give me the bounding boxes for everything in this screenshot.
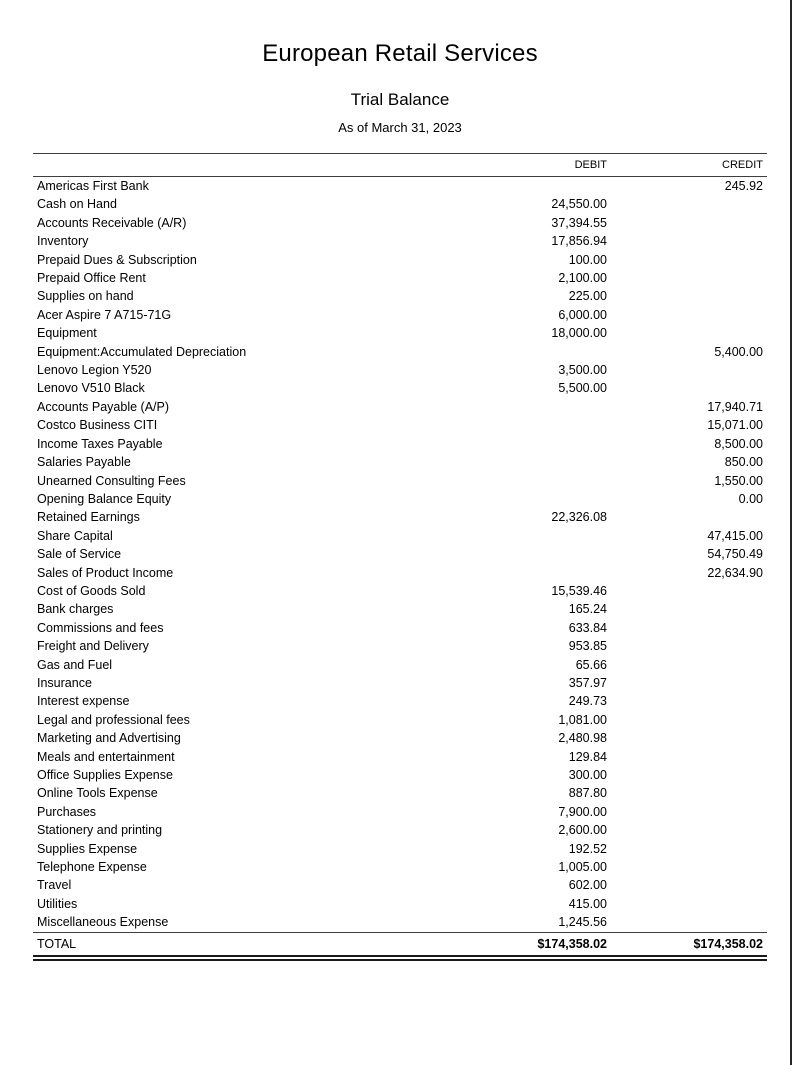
account-name: Legal and professional fees xyxy=(37,712,190,727)
table-row xyxy=(33,490,767,508)
credit-amount xyxy=(607,876,767,894)
table-row xyxy=(33,876,767,894)
credit-amount xyxy=(607,214,767,232)
credit-amount: 850.00 xyxy=(724,455,763,470)
account-name: Supplies Expense xyxy=(37,841,138,856)
debit-amount: 6,000.00 xyxy=(558,307,607,322)
total-credit-amount: $174,358.02 xyxy=(693,936,763,951)
debit-amount: 24,550.00 xyxy=(551,197,607,212)
account-name: Online Tools Expense xyxy=(37,786,158,801)
debit-amount: 17,856.94 xyxy=(551,234,607,249)
credit-amount xyxy=(607,656,767,674)
debit-amount xyxy=(447,472,607,490)
debit-amount: 15,539.46 xyxy=(551,583,607,598)
account-name: Equipment xyxy=(37,326,97,341)
credit-amount xyxy=(607,361,767,379)
debit-amount: 953.85 xyxy=(568,639,607,654)
debit-amount: 18,000.00 xyxy=(551,326,607,341)
account-name: Office Supplies Expense xyxy=(37,768,173,782)
debit-amount: 192.52 xyxy=(568,841,607,856)
account-name: Lenovo Legion Y520 xyxy=(37,363,152,378)
debit-amount xyxy=(447,527,607,545)
table-row xyxy=(33,472,767,490)
debit-amount: 2,480.98 xyxy=(558,731,607,746)
debit-amount: 357.97 xyxy=(568,675,607,690)
table-row xyxy=(33,269,767,287)
account-name: Sale of Service xyxy=(37,547,122,562)
credit-amount: 54,750.49 xyxy=(707,547,763,562)
table-row xyxy=(33,379,767,397)
debit-amount: 5,500.00 xyxy=(558,381,607,396)
table-row xyxy=(33,251,767,269)
credit-amount: 47,415.00 xyxy=(707,528,763,543)
credit-amount xyxy=(607,803,767,821)
account-name: Equipment:Accumulated Depreciation xyxy=(37,344,247,359)
debit-amount: 2,600.00 xyxy=(558,823,607,838)
account-name: Gas and Fuel xyxy=(37,657,113,672)
credit-amount xyxy=(607,729,767,747)
account-name: Costco Business CITI xyxy=(37,418,158,433)
account-name: Commissions and fees xyxy=(37,620,164,635)
report-header xyxy=(0,0,800,136)
company-name: European Retail Services xyxy=(262,40,538,67)
account-name: Prepaid Office Rent xyxy=(37,271,146,286)
credit-amount xyxy=(607,324,767,342)
debit-amount: 1,245.56 xyxy=(558,915,607,930)
credit-amount xyxy=(607,306,767,324)
credit-amount xyxy=(607,619,767,637)
table-row xyxy=(33,527,767,545)
table-row xyxy=(33,398,767,416)
account-name: Opening Balance Equity xyxy=(37,491,172,506)
credit-amount xyxy=(607,195,767,213)
debit-amount: 165.24 xyxy=(568,602,607,617)
table-row xyxy=(33,343,767,361)
debit-amount xyxy=(447,398,607,416)
account-name: Cash on Hand xyxy=(37,197,117,212)
report-date-line: As of March 31, 2023 xyxy=(338,120,462,135)
debit-amount: 37,394.55 xyxy=(551,215,607,230)
debit-amount: 415.00 xyxy=(568,896,607,911)
account-column-header xyxy=(33,154,447,177)
table-row xyxy=(33,803,767,821)
account-name: Share Capital xyxy=(37,528,113,543)
table-row xyxy=(33,858,767,876)
credit-amount xyxy=(607,232,767,250)
debit-amount: 602.00 xyxy=(568,878,607,893)
account-name: Telephone Expense xyxy=(37,860,147,875)
credit-amount xyxy=(607,600,767,618)
account-name: Supplies on hand xyxy=(37,289,134,304)
total-debit-amount: $174,358.02 xyxy=(537,936,607,951)
account-name: Marketing and Advertising xyxy=(37,731,181,746)
table-row xyxy=(33,674,767,692)
table-row xyxy=(33,619,767,637)
debit-column-header: DEBIT xyxy=(574,159,607,171)
debit-amount xyxy=(447,453,607,471)
debit-amount xyxy=(447,343,607,361)
table-row xyxy=(33,435,767,453)
table-row xyxy=(33,711,767,729)
debit-amount: 1,005.00 xyxy=(558,860,607,875)
debit-amount: 129.84 xyxy=(568,749,607,764)
credit-amount: 245.92 xyxy=(724,179,763,193)
credit-column-header: CREDIT xyxy=(722,159,763,171)
credit-amount xyxy=(607,251,767,269)
account-name: Travel xyxy=(37,878,72,893)
debit-amount xyxy=(447,435,607,453)
credit-amount xyxy=(607,637,767,655)
table-row xyxy=(33,232,767,250)
account-name: Interest expense xyxy=(37,694,130,709)
credit-amount xyxy=(607,692,767,710)
credit-amount xyxy=(607,582,767,600)
page-edge-divider xyxy=(790,0,792,1065)
account-name: Insurance xyxy=(37,675,92,690)
credit-amount xyxy=(607,748,767,766)
table-row xyxy=(33,453,767,471)
credit-amount: 5,400.00 xyxy=(714,344,763,359)
debit-amount: 225.00 xyxy=(568,289,607,304)
debit-amount xyxy=(447,545,607,563)
credit-amount xyxy=(607,711,767,729)
account-name: Inventory xyxy=(37,234,89,249)
table-row xyxy=(33,913,767,932)
debit-amount: 300.00 xyxy=(568,768,607,782)
total-row xyxy=(33,932,767,955)
table-row xyxy=(33,545,767,563)
trial-balance-table xyxy=(33,153,767,955)
table-header-row xyxy=(33,154,767,177)
table-row xyxy=(33,784,767,802)
trial-balance-body xyxy=(33,177,767,933)
debit-amount: 633.84 xyxy=(568,620,607,635)
table-row xyxy=(33,582,767,600)
account-name: Miscellaneous Expense xyxy=(37,915,169,930)
table-row xyxy=(33,195,767,213)
table-row xyxy=(33,748,767,766)
table-row xyxy=(33,361,767,379)
account-name: Retained Earnings xyxy=(37,510,140,525)
credit-amount: 1,550.00 xyxy=(714,473,763,488)
debit-amount: 100.00 xyxy=(568,252,607,267)
table-row xyxy=(33,766,767,784)
debit-amount: 65.66 xyxy=(575,657,607,672)
account-name: Salaries Payable xyxy=(37,455,131,470)
table-row xyxy=(33,656,767,674)
table-row xyxy=(33,324,767,342)
account-name: Sales of Product Income xyxy=(37,565,174,580)
account-name: Freight and Delivery xyxy=(37,639,149,654)
total-label: TOTAL xyxy=(37,936,77,951)
debit-amount: 887.80 xyxy=(568,786,607,801)
table-row xyxy=(33,287,767,305)
debit-amount xyxy=(447,564,607,582)
credit-amount xyxy=(607,821,767,839)
credit-amount xyxy=(607,895,767,913)
debit-amount: 3,500.00 xyxy=(558,363,607,378)
credit-amount: 15,071.00 xyxy=(707,418,763,433)
total-double-underline xyxy=(33,955,767,961)
account-name: Bank charges xyxy=(37,602,114,617)
credit-amount xyxy=(607,766,767,784)
credit-amount xyxy=(607,287,767,305)
table-row xyxy=(33,177,767,196)
credit-amount: 8,500.00 xyxy=(714,436,763,451)
credit-amount xyxy=(607,379,767,397)
table-row xyxy=(33,600,767,618)
credit-amount: 0.00 xyxy=(738,491,763,506)
trial-balance-table-wrap xyxy=(33,153,767,961)
credit-amount: 17,940.71 xyxy=(707,399,763,414)
credit-amount xyxy=(607,784,767,802)
debit-amount xyxy=(447,490,607,508)
table-row xyxy=(33,306,767,324)
debit-amount xyxy=(447,416,607,434)
account-name: Income Taxes Payable xyxy=(37,436,163,451)
debit-amount: 249.73 xyxy=(568,694,607,709)
account-name: Accounts Receivable (A/R) xyxy=(37,215,187,230)
debit-amount: 1,081.00 xyxy=(558,712,607,727)
account-name: Lenovo V510 Black xyxy=(37,381,145,396)
account-name: Meals and entertainment xyxy=(37,749,175,764)
table-row xyxy=(33,821,767,839)
table-row xyxy=(33,637,767,655)
account-name: Acer Aspire 7 A715-71G xyxy=(37,307,172,322)
account-name: Americas First Bank xyxy=(37,179,149,193)
table-row xyxy=(33,416,767,434)
table-row xyxy=(33,840,767,858)
account-name: Stationery and printing xyxy=(37,823,163,838)
credit-amount xyxy=(607,840,767,858)
account-name: Cost of Goods Sold xyxy=(37,583,146,598)
table-row xyxy=(33,729,767,747)
credit-amount xyxy=(607,269,767,287)
account-name: Purchases xyxy=(37,804,97,819)
debit-amount: 22,326.08 xyxy=(551,510,607,525)
account-name: Accounts Payable (A/P) xyxy=(37,399,170,414)
table-row xyxy=(33,508,767,526)
report-title: Trial Balance xyxy=(350,90,450,109)
account-name: Unearned Consulting Fees xyxy=(37,473,186,488)
debit-amount: 7,900.00 xyxy=(558,804,607,819)
credit-amount xyxy=(607,858,767,876)
table-row xyxy=(33,692,767,710)
account-name: Utilities xyxy=(37,896,78,911)
credit-amount xyxy=(607,674,767,692)
debit-amount: 2,100.00 xyxy=(558,271,607,286)
debit-amount xyxy=(447,177,607,196)
credit-amount xyxy=(607,508,767,526)
credit-amount xyxy=(607,913,767,932)
table-row xyxy=(33,214,767,232)
table-row xyxy=(33,564,767,582)
table-row xyxy=(33,895,767,913)
credit-amount: 22,634.90 xyxy=(707,565,763,580)
account-name: Prepaid Dues & Subscription xyxy=(37,252,197,267)
